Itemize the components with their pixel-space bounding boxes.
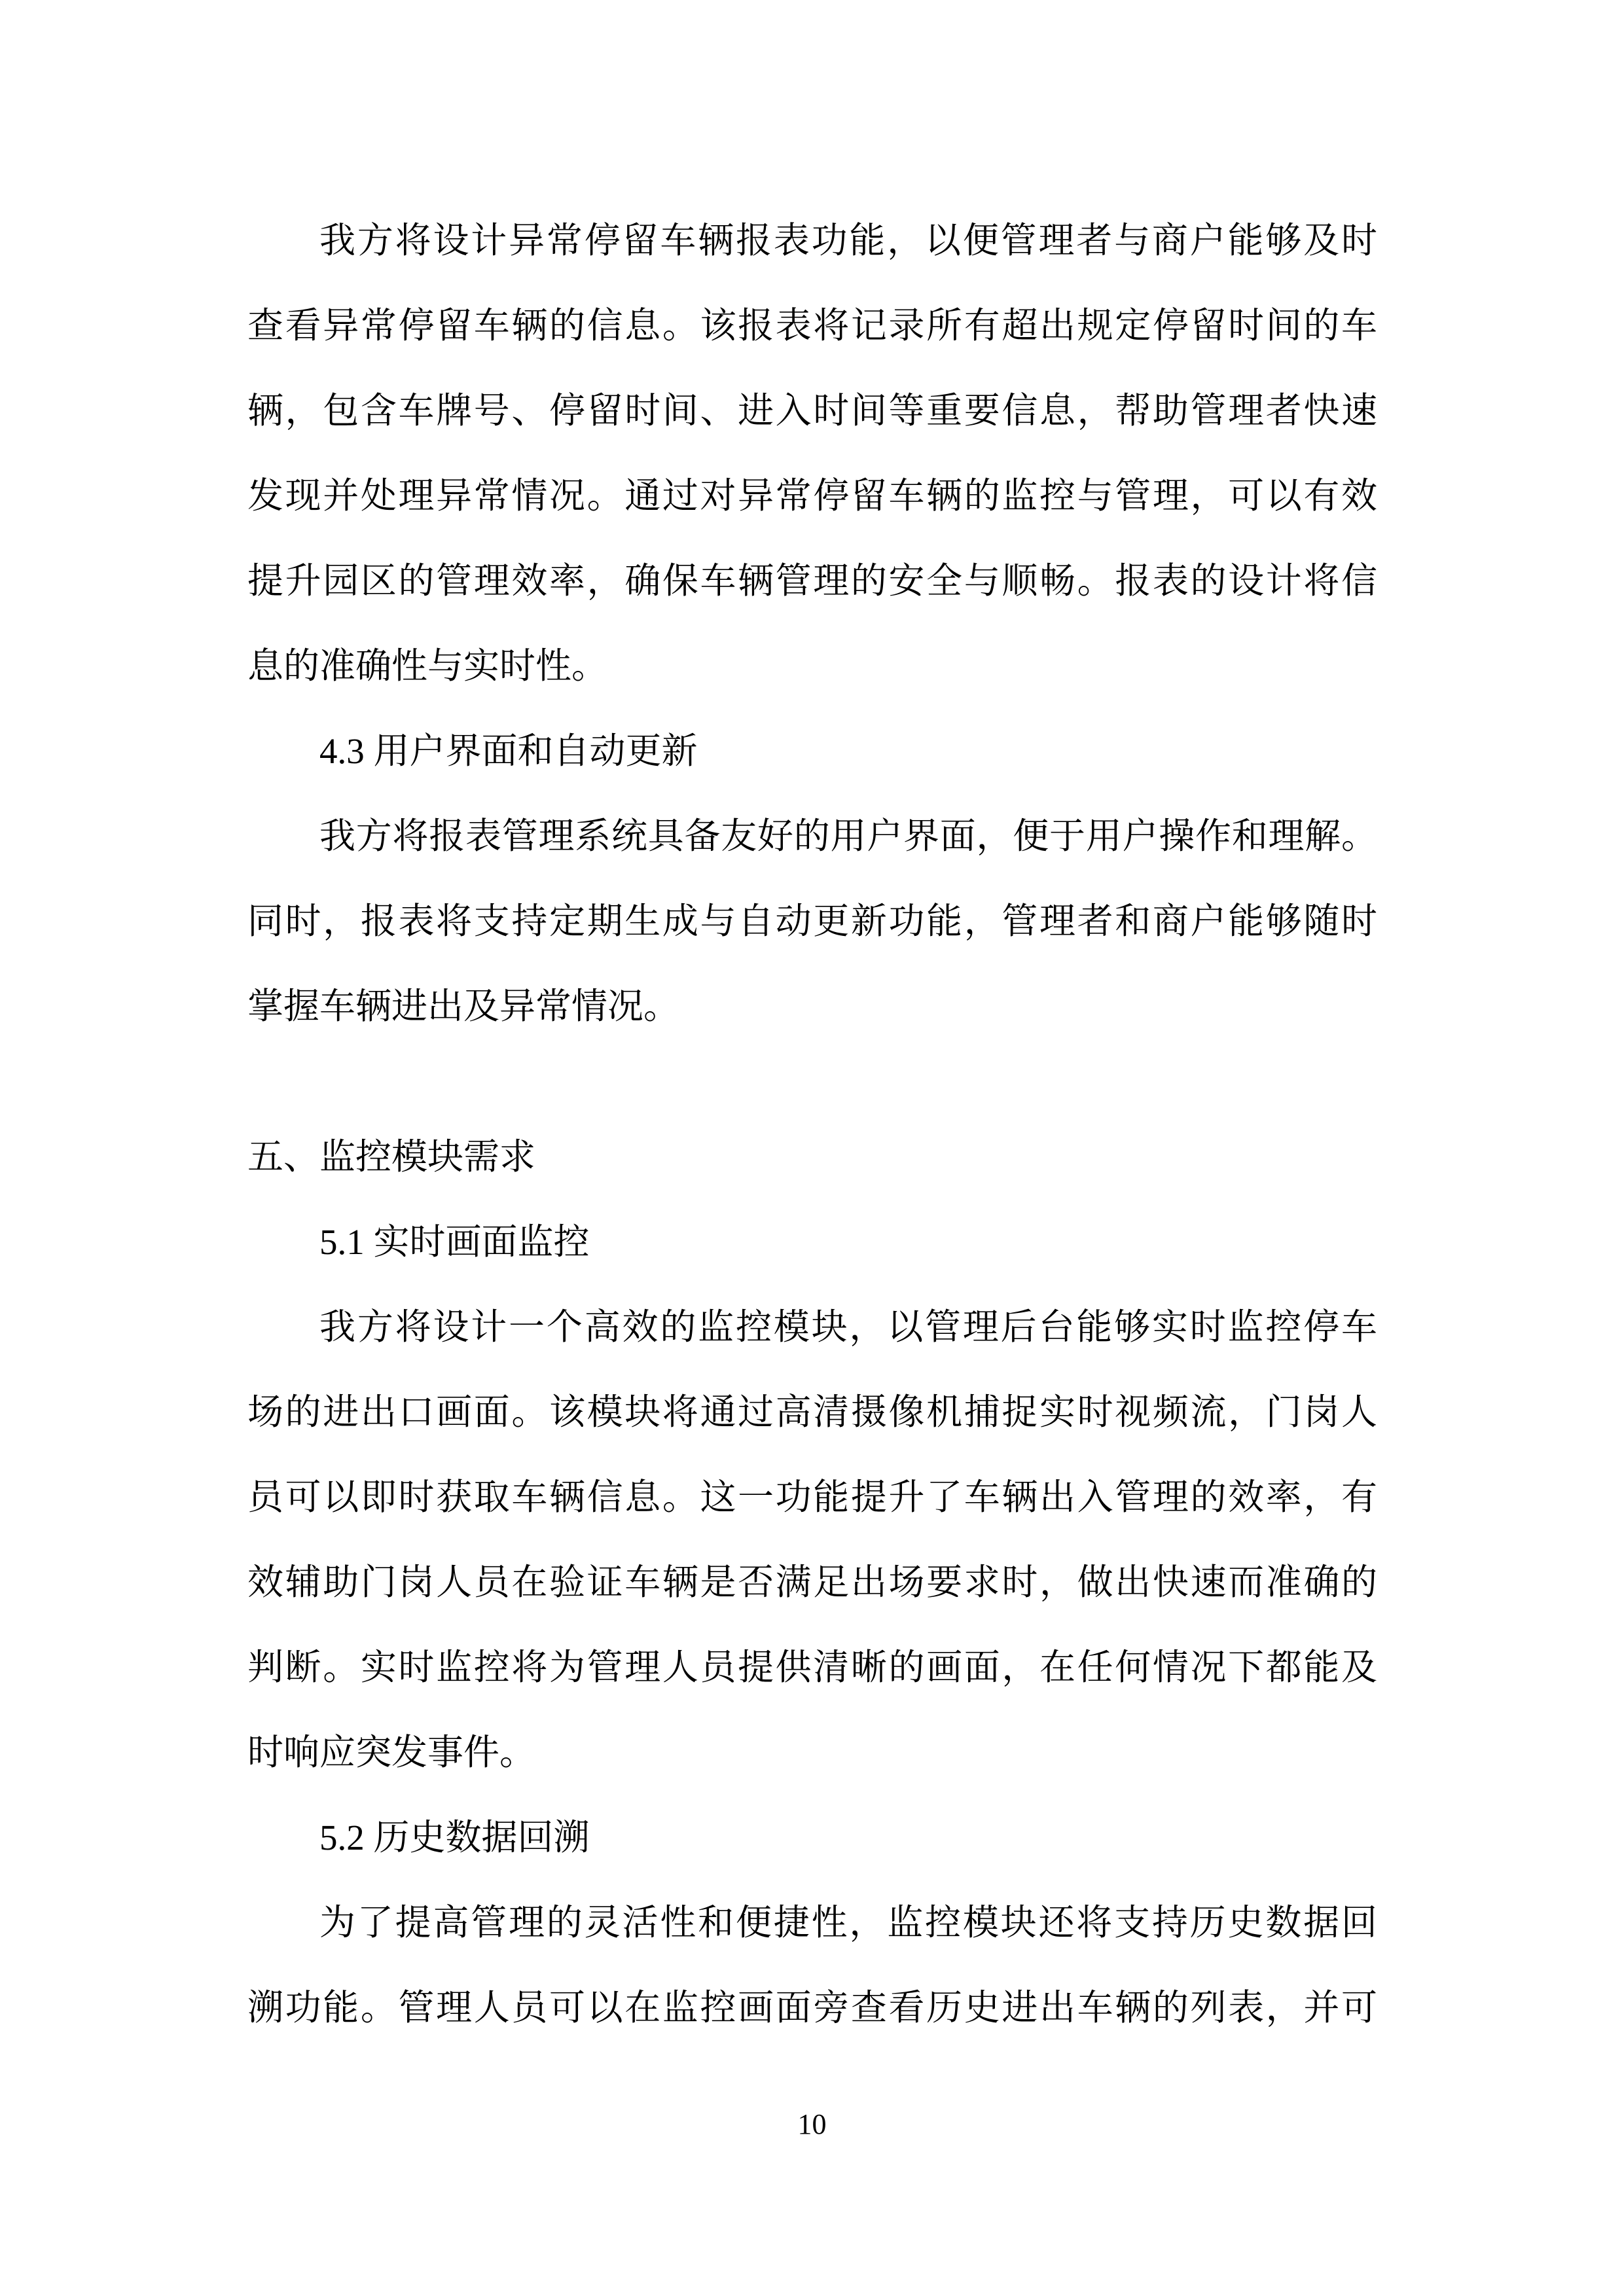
paragraph-line: 我方将设计一个高效的监控模块，以管理后台能够实时监控停车 [319,1307,1377,1347]
paragraph-line: 息的准确性与实时性。 [247,646,608,686]
paragraph-line: 员可以即时获取车辆信息。这一功能提升了车辆出入管理的效率，有 [247,1477,1377,1517]
paragraph-line: 时响应突发事件。 [247,1732,536,1772]
paragraph-line: 我方将设计异常停留车辆报表功能，以便管理者与商户能够及时 [319,221,1377,260]
section-heading: 五、监控模块需求 [247,1137,536,1177]
paragraph-line: 效辅助门岗人员在验证车辆是否满足出场要求时，做出快速而准确的 [247,1562,1377,1602]
paragraph-line: 提升园区的管理效率，确保车辆管理的安全与顺畅。报表的设计将信 [247,561,1377,601]
subsection-heading: 4.3 用户界面和自动更新 [319,731,698,771]
subsection-heading: 5.2 历史数据回溯 [319,1818,590,1857]
paragraph-line: 同时，报表将支持定期生成与自动更新功能，管理者和商户能够随时 [247,901,1377,941]
paragraph-line: 溯功能。管理人员可以在监控画面旁查看历史进出车辆的列表，并可 [247,1988,1377,2028]
paragraph-line: 我方将报表管理系统具备友好的用户界面，便于用户操作和理解。 [319,816,1377,856]
subsection-heading: 5.1 实时画面监控 [319,1222,590,1262]
paragraph-line: 掌握车辆进出及异常情况。 [247,986,680,1026]
document-content [247,198,1377,2051]
paragraph [247,198,1377,709]
blank-line [247,1049,1377,1115]
paragraph-line: 判断。实时监控将为管理人员提供清晰的画面，在任何情况下都能及 [247,1647,1377,1687]
paragraph-line: 辆，包含车牌号、停留时间、进入时间等重要信息，帮助管理者快速 [247,391,1377,431]
paragraph-line: 为了提高管理的灵活性和便捷性，监控模块还将支持历史数据回 [319,1903,1377,1943]
paragraph-line: 场的进出口画面。该模块将通过高清摄像机捕捉实时视频流，门岗人 [247,1392,1377,1432]
paragraph [247,794,1377,1049]
page-number: 10 [797,2108,827,2140]
paragraph [247,1285,1377,1795]
paragraph-line: 查看异常停留车辆的信息。该报表将记录所有超出规定停留时间的车 [247,306,1377,346]
paragraph [247,1880,1377,2051]
paragraph-line: 发现并处理异常情况。通过对异常停留车辆的监控与管理，可以有效 [247,476,1377,516]
